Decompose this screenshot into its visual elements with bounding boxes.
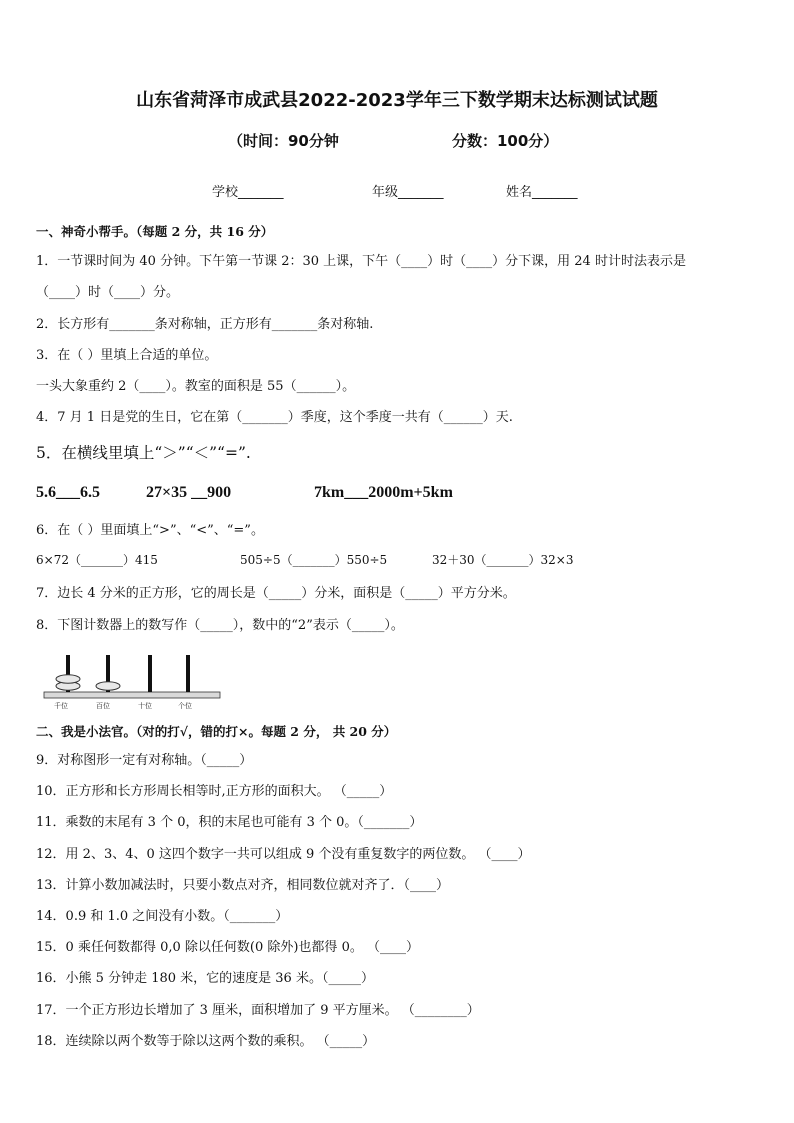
q6-item-3: 32＋30（_______）32×3 xyxy=(432,553,574,567)
question-10: 10．正方形和长方形周长相等时,正方形的面积大。 （_____） xyxy=(36,784,393,799)
q6-item-2: 505÷5（_______）550÷5 xyxy=(240,553,388,567)
question-6: 6．在（ ）里面填上“>”、“<”、“=”。 xyxy=(36,523,264,538)
name-field: 姓名_______ xyxy=(506,185,578,200)
school-field: 学校_______ xyxy=(212,185,284,200)
question-15: 15．0 乘任何数都得 0,0 除以任何数(0 除外)也都得 0。 （____） xyxy=(36,940,419,955)
question-7: 7．边长 4 分米的正方形，它的周长是（_____）分米，面积是（_____）平方分米。 xyxy=(36,586,516,601)
q6-item-1: 6×72（_______）415 xyxy=(36,553,158,567)
grade-field: 年级_______ xyxy=(372,185,444,200)
question-1a: 1．一节课时间为 40 分钟。下午第一节课 2：30 上课，下午（____）时（____）分下课，用 24 时计时法表示是 xyxy=(36,254,686,269)
question-9: 9．对称图形一定有对称轴。（_____） xyxy=(36,753,253,768)
question-1b: （____）时（____）分。 xyxy=(36,285,180,300)
question-18: 18．连续除以两个数等于除以这两个数的乘积。 （_____） xyxy=(36,1034,376,1049)
abacus-base xyxy=(44,692,220,698)
section1-heading: 一、神奇小帮手。（每题 2 分，共 16 分） xyxy=(36,224,274,239)
abacus-label-thousands: 千位 xyxy=(54,702,68,710)
abacus-illustration xyxy=(42,650,222,710)
q5-item-1: 5.6___6.5 xyxy=(36,484,100,501)
q5-item-2: 27×35 __900 xyxy=(146,484,232,501)
abacus-label-hundreds: 百位 xyxy=(96,702,110,710)
question-8: 8．下图计数器上的数写作（_____），数中的“2”表示（_____）。 xyxy=(36,618,404,633)
abacus-label-tens: 十位 xyxy=(138,702,152,710)
question-17: 17．一个正方形边长增加了 3 厘米，面积增加了 9 平方厘米。 （________） xyxy=(36,1003,480,1018)
question-3b: 一头大象重约 2（____）。教室的面积是 55（______）。 xyxy=(36,379,356,394)
q5-item-3: 7km___2000m+5km xyxy=(314,484,453,501)
abacus-label-ones: 个位 xyxy=(178,702,192,710)
question-11: 11．乘数的末尾有 3 个 0，积的末尾也可能有 3 个 0。（_______） xyxy=(36,815,423,830)
abacus-bead xyxy=(96,682,120,690)
time-label: （时间：90分钟 xyxy=(228,132,339,150)
question-16: 16．小熊 5 分钟走 180 米，它的速度是 36 米。（_____） xyxy=(36,971,374,986)
question-14: 14．0.9 和 1.0 之间没有小数。（_______） xyxy=(36,909,289,924)
question-5: 5．在横线里填上“＞”“＜”“=”. xyxy=(36,444,251,462)
question-13: 13．计算小数加减法时，只要小数点对齐，相同数位就对齐了．（____） xyxy=(36,878,450,893)
question-3: 3．在（ ）里填上合适的单位。 xyxy=(36,348,218,363)
page-title: 山东省菏泽市成武县2022-2023学年三下数学期末达标测试试题 xyxy=(136,90,658,111)
question-2: 2．长方形有_______条对称轴，正方形有_______条对称轴. xyxy=(36,317,374,332)
score-label: 分数：100分） xyxy=(452,132,559,150)
abacus-bead xyxy=(56,675,80,683)
section2-heading: 二、我是小法官。（对的打√，错的打×。每题 2 分， 共 20 分） xyxy=(36,724,397,739)
question-12: 12．用 2、3、4、0 这四个数字一共可以组成 9 个没有重复数字的两位数。 （____） xyxy=(36,847,531,862)
question-4: 4．7 月 1 日是党的生日，它在第（_______）季度，这个季度一共有（______）天. xyxy=(36,410,513,425)
